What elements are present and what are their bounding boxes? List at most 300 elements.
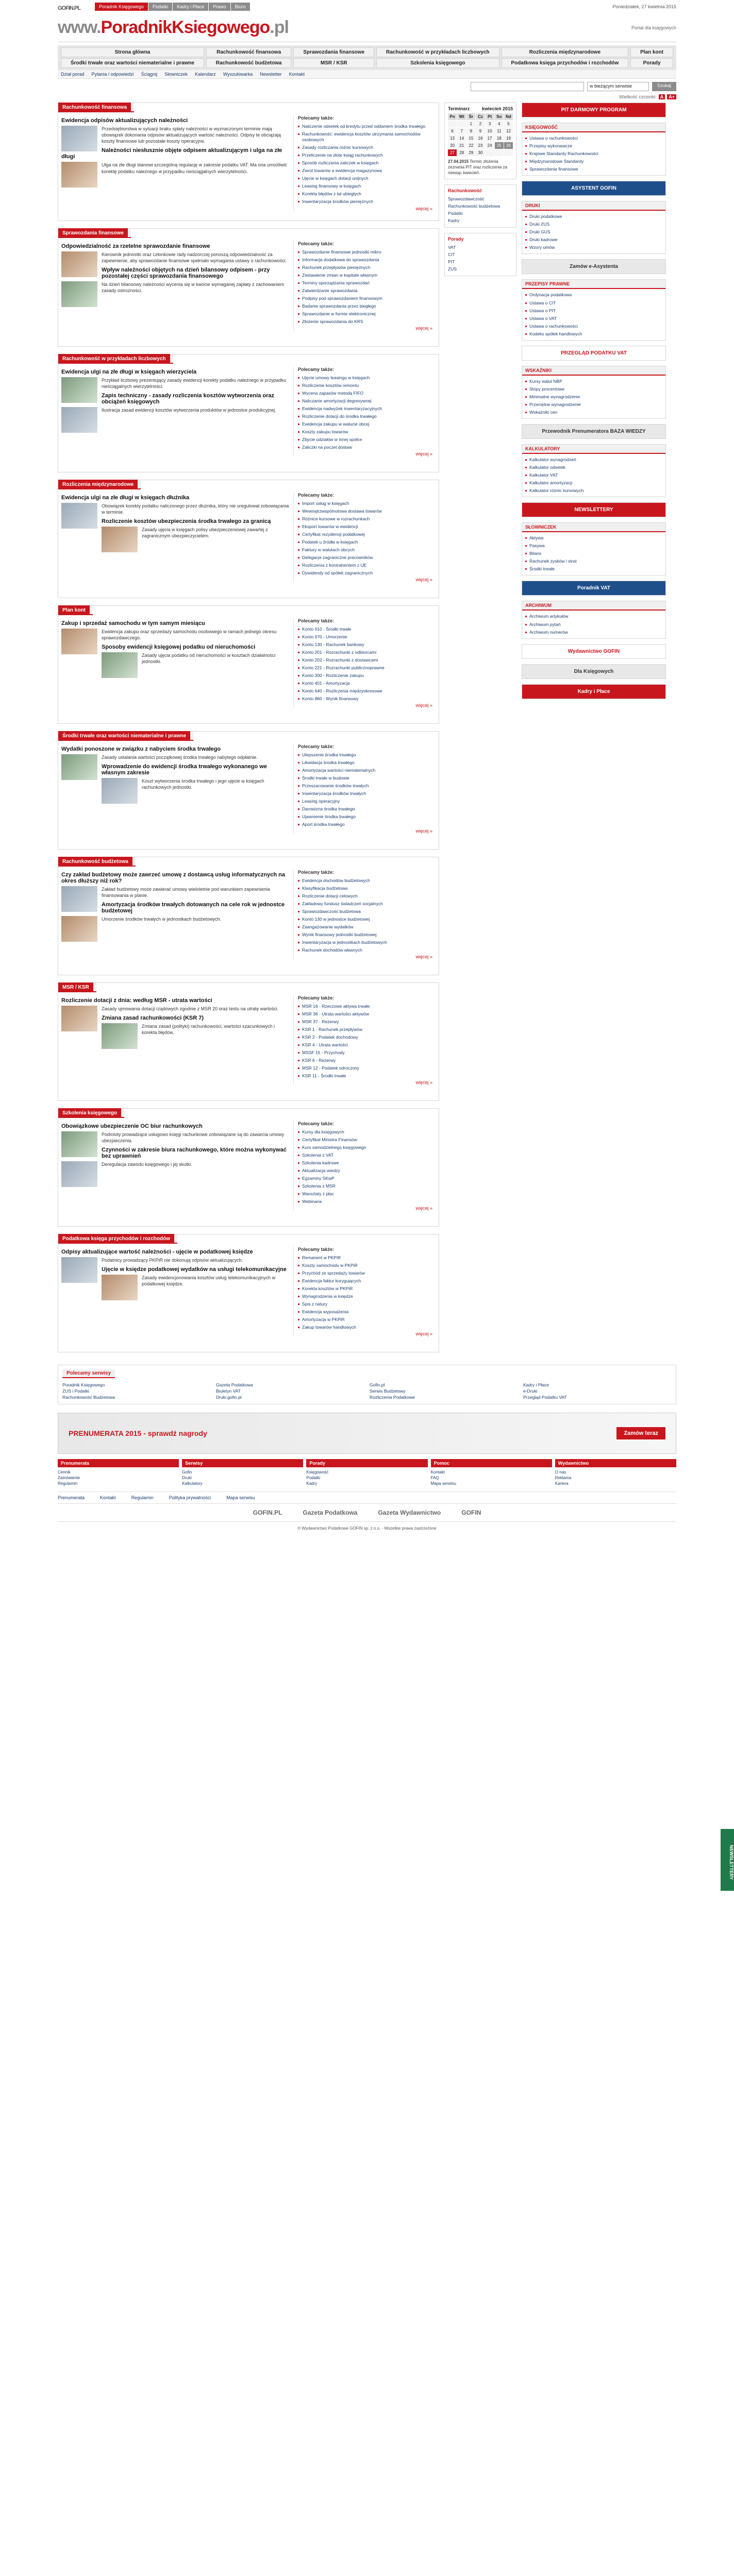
section-title[interactable]: MSR / KSR <box>58 982 93 992</box>
article-title[interactable]: Odpisy aktualizujące wartość należności - ujęcie w podatkowej księdze <box>61 1249 253 1255</box>
related-link[interactable]: Szkolenia kadrowe <box>298 1159 432 1167</box>
right-box-link[interactable]: Rachunek zysków i strat <box>525 557 662 565</box>
search-scope-select[interactable]: w bieżącym serwisie <box>587 82 649 91</box>
right-box-link[interactable]: Minimalne wynagrodzenie <box>525 393 662 401</box>
search-button[interactable]: Szukaj <box>652 82 676 91</box>
gofin-logo[interactable] <box>58 2 80 12</box>
article-title[interactable]: Zapis techniczny - zasady rozliczenia kosztów wytworzenia oraz obciążeń księgowych <box>102 393 274 405</box>
related-link[interactable]: Zatwierdzanie sprawozdania <box>298 287 432 295</box>
related-link[interactable]: Import usług w księgach <box>298 500 432 507</box>
related-link[interactable]: Webinaria <box>298 1198 432 1206</box>
side-newsletter-tab[interactable]: NEWSLETTERY <box>721 1829 734 1891</box>
footer-link[interactable]: Kariera <box>555 1481 569 1486</box>
article-thumbnail[interactable] <box>61 251 97 277</box>
related-link[interactable]: Ulepszenie środka trwałego <box>298 751 432 759</box>
section-title[interactable]: Rachunkowość finansowa <box>58 103 131 112</box>
right-box-link[interactable]: Kursy walut NBP <box>525 378 662 385</box>
article-thumbnail[interactable] <box>61 281 97 307</box>
right-box-link[interactable]: Kodeks spółek handlowych <box>525 330 662 338</box>
partner-logo[interactable]: GOFIN.PL <box>253 1509 282 1516</box>
more-link[interactable]: więcej » <box>415 828 432 834</box>
related-link[interactable]: Ujęcie w księgach dotacji unijnych <box>298 175 432 182</box>
related-link[interactable]: MSSF 15 - Przychody <box>298 1049 432 1057</box>
right-box-link[interactable]: Przeciętne wynagrodzenie <box>525 401 662 409</box>
main-nav-item[interactable]: Sprawozdania finansowe <box>293 47 374 57</box>
calendar-day[interactable]: 13 <box>448 135 457 142</box>
calendar-day[interactable]: 16 <box>476 135 485 142</box>
article-thumbnail[interactable] <box>102 778 138 804</box>
related-link[interactable]: Sposób rozliczania zaliczek w księgach <box>298 159 432 167</box>
related-link[interactable]: Rachunek przepływów pieniężnych <box>298 264 432 272</box>
related-link[interactable]: Koszty samochodu w PKPiR <box>298 1262 432 1269</box>
section-title[interactable]: Podatkowa księga przychodów i rozchodów <box>58 1234 174 1243</box>
calendar-day[interactable]: 2 <box>476 121 485 127</box>
article-thumbnail[interactable] <box>102 652 138 678</box>
right-box-link[interactable]: Środki trwałe <box>525 565 662 573</box>
top-nav-item[interactable]: Prawo <box>209 3 231 11</box>
related-link[interactable]: Konto 130 w jednostce budżetowej <box>298 916 432 923</box>
related-link[interactable]: Wynagrodzenia w księdze <box>298 1293 432 1300</box>
footer-row-link[interactable]: Prenumerata <box>58 1495 85 1500</box>
article-title[interactable]: Zmiana zasad rachunkowości (KSR 7) <box>102 1015 204 1022</box>
related-link[interactable]: Rozliczenie dotacji celowych <box>298 892 432 900</box>
footer-link[interactable]: Zamówienie <box>58 1476 80 1480</box>
ad-banner[interactable]: PIT DARMOWY PROGRAM <box>522 103 666 117</box>
right-box-link[interactable]: Kalkulator odsetek <box>525 464 662 471</box>
partner-logo[interactable]: Gazeta Podatkowa <box>303 1509 358 1516</box>
related-link[interactable]: Rachunek dochodów własnych <box>298 946 432 954</box>
footer-link[interactable]: Kadry <box>306 1481 318 1486</box>
calendar-day[interactable]: 7 <box>457 128 466 134</box>
article-title[interactable]: Ewidencja odpisów aktualizujących należności <box>61 117 188 124</box>
related-link[interactable]: Aktualizacja wiedzy <box>298 1167 432 1175</box>
partner-logo[interactable]: Gazeta Wydawnictwo <box>378 1509 441 1516</box>
article-thumbnail[interactable] <box>61 916 97 942</box>
main-nav-item[interactable]: Rozliczenia międzynarodowe <box>502 47 629 57</box>
related-link[interactable]: Konto 221 - Rozrachunki publicznoprawne <box>298 664 432 672</box>
more-link[interactable]: więcej » <box>415 1331 432 1337</box>
related-link[interactable]: Ujawnienie środka trwałego <box>298 813 432 821</box>
article-title[interactable]: Ujęcie w księdze podatkowej wydatków na usługi telekomunikacyjne <box>102 1266 287 1273</box>
calendar-day[interactable]: 14 <box>457 135 466 142</box>
right-box-link[interactable]: Ordynacja podatkowa <box>525 291 662 299</box>
related-link[interactable]: Dywidendy od spółek zagranicznych <box>298 569 432 577</box>
directory-link[interactable]: Biuletyn VAT <box>216 1388 241 1394</box>
related-link[interactable]: KSR 2 - Podatek dochodowy <box>298 1033 432 1041</box>
section-title[interactable]: Szkolenia księgowego <box>58 1108 121 1117</box>
related-link[interactable]: Konto 860 - Wynik finansowy <box>298 695 432 703</box>
related-link[interactable]: Konto 640 - Rozliczenia międzyokresowe <box>298 687 432 695</box>
calendar-day[interactable]: 23 <box>476 142 485 149</box>
related-link[interactable]: Klasyfikacja budżetowa <box>298 885 432 892</box>
related-link[interactable]: Zaliczki na poczet dostaw <box>298 444 432 451</box>
article-title[interactable]: Czy zakład budżetowy może zawrzeć umowę z dostawcą usług informatycznych na okres dłuższy niż rok? <box>61 872 285 884</box>
related-link[interactable]: Zasady rozliczania różnic kursowych <box>298 144 432 151</box>
right-box-link[interactable]: Wzory umów <box>525 244 662 251</box>
related-link[interactable]: Korekta kosztów w PKPiR <box>298 1285 432 1293</box>
related-link[interactable]: Likwidacja środka trwałego <box>298 759 432 767</box>
article-thumbnail[interactable] <box>61 629 97 654</box>
related-link[interactable]: Konto 201 - Rozrachunki z odbiorcami <box>298 649 432 656</box>
footer-link[interactable]: Regulamin <box>58 1481 78 1486</box>
main-nav-item[interactable]: MSR / KSR <box>293 58 374 68</box>
right-box-link[interactable]: Aktywa <box>525 534 662 542</box>
related-link[interactable]: MSR 16 - Rzeczowe aktywa trwałe <box>298 1003 432 1010</box>
related-link[interactable]: Sprawozdanie finansowe jednostki mikro <box>298 248 432 256</box>
related-link[interactable]: Wynik finansowy jednostki budżetowej <box>298 931 432 939</box>
site-title[interactable] <box>58 18 289 38</box>
article-thumbnail[interactable] <box>61 1006 97 1031</box>
related-link[interactable]: Faktury w walutach obcych <box>298 546 432 554</box>
related-link[interactable]: Ewidencja wyposażenia <box>298 1308 432 1316</box>
related-link[interactable]: Korekta błędów z lat ubiegłych <box>298 190 432 198</box>
right-box-link[interactable]: Ustawa o rachunkowości <box>525 323 662 330</box>
article-title[interactable]: Ewidencja ulgi na złe długi w księgach dłużnika <box>61 495 190 501</box>
main-nav-item[interactable]: Środki trwałe oraz wartości niematerialne i prawne <box>61 58 204 68</box>
more-link[interactable]: więcej » <box>415 954 432 960</box>
related-link[interactable]: Zaangażowanie wydatków <box>298 923 432 931</box>
calendar-day[interactable]: 8 <box>466 128 475 134</box>
right-box-link[interactable]: Ustawa o rachunkowości <box>525 134 662 142</box>
footer-link[interactable]: Księgowość <box>306 1470 329 1475</box>
footer-link[interactable]: Podatki <box>306 1476 321 1480</box>
article-title[interactable]: Rozliczenie kosztów ubezpieczenia środka trwałego za granicą <box>102 518 271 525</box>
side-box-link[interactable]: Sprawozdawczość <box>448 196 485 202</box>
main-nav-item[interactable]: Strona główna <box>61 47 204 57</box>
related-link[interactable]: Eksport towarów w ewidencji <box>298 523 432 531</box>
related-link[interactable]: Konto 300 - Rozliczenie zakupu <box>298 672 432 680</box>
right-box-link[interactable]: Stopy procentowe <box>525 385 662 393</box>
footer-link[interactable]: Kontakt <box>430 1470 445 1475</box>
related-link[interactable]: KSR 6 - Rezerwy <box>298 1057 432 1064</box>
article-thumbnail[interactable] <box>61 1161 97 1187</box>
directory-link[interactable]: Rachunkowość Budżetowa <box>62 1395 115 1400</box>
right-box-link[interactable]: Druki GUS <box>525 228 662 236</box>
related-link[interactable]: Aport środka trwałego <box>298 821 432 828</box>
related-link[interactable]: Szkolenia z MSR <box>298 1182 432 1190</box>
more-link[interactable]: więcej » <box>415 451 432 457</box>
right-box-link[interactable]: Kalkulator VAT <box>525 471 662 479</box>
more-link[interactable]: więcej » <box>415 577 432 583</box>
related-link[interactable]: Podatek u źródła w księgach <box>298 538 432 546</box>
section-title[interactable]: Sprawozdania finansowe <box>58 228 128 238</box>
related-link[interactable]: Badanie sprawozdania przez biegłego <box>298 302 432 310</box>
calendar-day[interactable]: 30 <box>476 149 485 156</box>
sub-nav-item[interactable]: Newsletter <box>260 72 282 77</box>
footer-link[interactable]: Druki <box>182 1476 192 1480</box>
calendar-day[interactable]: 22 <box>466 142 475 149</box>
related-link[interactable]: KSR 11 - Środki trwałe <box>298 1072 432 1080</box>
calendar-day[interactable]: 9 <box>476 128 485 134</box>
related-link[interactable]: Wycena zapasów metodą FIFO <box>298 389 432 397</box>
related-link[interactable]: Sprawozdawczość budżetowa <box>298 908 432 916</box>
calendar-day[interactable]: 6 <box>448 128 457 134</box>
related-link[interactable]: Rachunkowość: ewidencja kosztów utrzymania samochodów osobowych <box>298 130 432 144</box>
right-box-link[interactable]: Pasywa <box>525 542 662 550</box>
calendar-day[interactable]: 15 <box>466 135 475 142</box>
right-box-link[interactable]: Ustawa o PIT <box>525 307 662 315</box>
article-thumbnail[interactable] <box>61 126 97 151</box>
right-box-link[interactable]: Kalkulator wynagrodzeń <box>525 456 662 464</box>
right-box-link[interactable]: Druki ZUS <box>525 221 662 228</box>
calendar-day[interactable]: 12 <box>504 128 513 134</box>
related-link[interactable]: Ewidencja dochodów budżetowych <box>298 877 432 885</box>
font-size-large[interactable]: A+ <box>667 94 676 99</box>
related-link[interactable]: Zakup towarów handlowych <box>298 1324 432 1331</box>
sub-nav-item[interactable]: Dział porad <box>61 72 85 77</box>
related-link[interactable]: Leasing operacyjny <box>298 798 432 805</box>
related-link[interactable]: Inwentaryzacja w jednostkach budżetowych <box>298 939 432 946</box>
article-title[interactable]: Ewidencja ulgi na złe długi w księgach wierzyciela <box>61 369 197 375</box>
directory-link[interactable]: Serwis Budżetowy <box>370 1388 406 1394</box>
footer-link[interactable]: Reklama <box>555 1476 572 1480</box>
ad-banner[interactable]: Dla Księgowych <box>522 664 666 679</box>
related-link[interactable]: Konto 202 - Rozrachunki z dostawcami <box>298 656 432 664</box>
sub-nav-item[interactable]: Kalendarz <box>195 72 216 77</box>
sub-nav-item[interactable]: Ściągnij <box>141 72 158 77</box>
side-box-link[interactable]: Podatki <box>448 211 463 216</box>
footer-link[interactable]: Mapa serwisu <box>430 1481 456 1486</box>
related-link[interactable]: Kurs samodzielnego księgowego <box>298 1144 432 1151</box>
top-nav-item[interactable]: Kadry i Płace <box>173 3 209 11</box>
related-link[interactable]: Przeliczenie na złote ksiąg rachunkowych <box>298 151 432 159</box>
article-thumbnail[interactable] <box>102 1275 138 1300</box>
article-title[interactable]: Rozliczenie dotacji z dnia: według MSR - utrata wartości <box>61 997 212 1004</box>
related-link[interactable]: Przeszacowanie środków trwałych <box>298 782 432 790</box>
related-link[interactable]: MSR 12 - Podatek odroczony <box>298 1064 432 1072</box>
directory-link[interactable]: Gazeta Podatkowa <box>216 1382 253 1387</box>
article-thumbnail[interactable] <box>61 162 97 188</box>
main-nav-item[interactable]: Porady <box>630 58 673 68</box>
ad-banner[interactable]: NEWSLETTERY <box>522 502 666 517</box>
directory-link[interactable]: Rozliczenia Podatkowe <box>370 1395 415 1400</box>
ad-banner[interactable]: ASYSTENT GOFIN <box>522 181 666 196</box>
article-thumbnail[interactable] <box>61 407 97 433</box>
footer-link[interactable]: O nas <box>555 1470 566 1475</box>
ad-banner[interactable]: Wydawnictwo GOFIN <box>522 644 666 659</box>
related-link[interactable]: Zbycie udziałów w innej spółce <box>298 436 432 444</box>
related-link[interactable]: Ujęcie umowy leasingu w księgach <box>298 374 432 382</box>
more-link[interactable]: więcej » <box>415 1080 432 1086</box>
calendar-day[interactable]: 4 <box>495 121 504 127</box>
directory-link[interactable]: Druki.gofin.pl <box>216 1395 242 1400</box>
related-link[interactable]: Delegacje zagraniczne pracowników <box>298 554 432 562</box>
related-link[interactable]: Remanent w PKPiR <box>298 1254 432 1262</box>
top-nav-item[interactable]: Podatki <box>148 3 173 11</box>
related-link[interactable]: Różnice kursowe w rozrachunkach <box>298 515 432 523</box>
right-box-link[interactable]: Ustawa o VAT <box>525 315 662 323</box>
calendar-day[interactable]: 24 <box>486 142 494 149</box>
section-title[interactable]: Środki trwałe oraz wartości niematerialne i prawne <box>58 731 190 740</box>
related-link[interactable]: Zwrot towarów a ewidencja magazynowa <box>298 167 432 175</box>
article-thumbnail[interactable] <box>102 1023 138 1049</box>
article-thumbnail[interactable] <box>61 503 97 529</box>
article-thumbnail[interactable] <box>61 1131 97 1157</box>
side-box-link[interactable]: Kadry <box>448 218 460 224</box>
calendar-day[interactable]: 11 <box>495 128 504 134</box>
side-box-link[interactable]: CIT <box>448 252 455 258</box>
right-box-link[interactable]: Archiwum pytań <box>525 621 662 629</box>
more-link[interactable]: więcej » <box>415 1206 432 1211</box>
right-box-link[interactable]: Wskaźniki cen <box>525 409 662 416</box>
article-thumbnail[interactable] <box>61 886 97 912</box>
article-thumbnail[interactable] <box>61 377 97 403</box>
promo-banner[interactable] <box>58 1413 676 1454</box>
calendar-day[interactable]: 20 <box>448 142 457 149</box>
top-nav-item[interactable]: Poradnik Księgowego <box>95 3 148 11</box>
right-box-link[interactable]: Bilans <box>525 550 662 557</box>
section-title[interactable]: Plan kont <box>58 605 90 615</box>
related-link[interactable]: Amortyzacja wartości niematerialnych <box>298 767 432 774</box>
ad-banner[interactable]: Zamów e-Asystenta <box>522 259 666 274</box>
right-box-link[interactable]: Druki podatkowe <box>525 213 662 221</box>
ad-banner[interactable]: Przewodnik Prenumeratora BAZA WIEDZY <box>522 424 666 439</box>
related-link[interactable]: Terminy sporządzania sprawozdań <box>298 279 432 287</box>
promo-button[interactable]: Zamów teraz <box>616 1427 665 1439</box>
right-box-link[interactable]: Archiwum artykułów <box>525 613 662 620</box>
right-box-link[interactable]: Przepisy wykonawcze <box>525 142 662 150</box>
right-box-link[interactable]: Kalkulator amortyzacji <box>525 479 662 487</box>
directory-link[interactable]: Gofin.pl <box>370 1382 385 1387</box>
more-link[interactable]: więcej » <box>415 326 432 331</box>
directory-link[interactable]: Poradnik Księgowego <box>62 1382 105 1387</box>
top-nav-item[interactable]: Biuro <box>231 3 251 11</box>
related-link[interactable]: Certyfikat Ministra Finansów <box>298 1136 432 1144</box>
search-input[interactable] <box>471 82 584 91</box>
calendar-day[interactable]: 3 <box>486 121 494 127</box>
article-title[interactable]: Wprowadzenie do ewidencji środka trwałego wykonanego we własnym zakresie <box>102 764 267 776</box>
footer-link[interactable]: Cennik <box>58 1470 71 1475</box>
article-thumbnail[interactable] <box>61 1257 97 1283</box>
related-link[interactable]: MSR 37 - Rezerwy <box>298 1018 432 1026</box>
directory-link[interactable]: Przegląd Podatku VAT <box>523 1395 567 1400</box>
related-link[interactable]: Informacja dodatkowa do sprawozdania <box>298 256 432 264</box>
calendar-day[interactable]: 18 <box>495 135 504 142</box>
article-title[interactable]: Czynności w zakresie biura rachunkowego, które można wykonywać bez uprawnień <box>102 1147 287 1160</box>
main-nav-item[interactable]: Rachunkowość budżetowa <box>206 58 292 68</box>
side-box-link[interactable]: VAT <box>448 245 456 250</box>
sub-nav-item[interactable]: Pytania i odpowiedzi <box>91 72 134 77</box>
related-link[interactable]: Ewidencja zakupu w walucie obcej <box>298 420 432 428</box>
article-title[interactable]: Wpływ należności objętych na dzień bilansowy odpisem - przy pozostałej części sprawozdania finansowego <box>102 267 270 280</box>
article-title[interactable]: Sposoby ewidencji księgowej podatku od nieruchomości <box>102 644 256 651</box>
related-link[interactable]: Zakładowy fundusz świadczeń socjalnych <box>298 900 432 908</box>
related-link[interactable]: Kursy dla księgowych <box>298 1128 432 1136</box>
calendar-day[interactable]: 10 <box>486 128 494 134</box>
footer-link[interactable]: Kalkulatory <box>182 1481 203 1486</box>
related-link[interactable]: Złożenie sprawozdania do KRS <box>298 318 432 326</box>
related-link[interactable]: Konto 401 - Amortyzacja <box>298 680 432 687</box>
right-box-link[interactable]: Druki kadrowe <box>525 236 662 244</box>
article-thumbnail[interactable] <box>102 527 138 552</box>
article-title[interactable]: Obowiązkowe ubezpieczenie OC biur rachunkowych <box>61 1123 203 1129</box>
side-box-link[interactable]: PIT <box>448 259 455 265</box>
related-link[interactable]: Naliczenie odsetek od kredytu przed oddaniem środka trwałego <box>298 123 432 130</box>
related-link[interactable]: Inwentaryzacja środków pieniężnych <box>298 198 432 206</box>
related-link[interactable]: Konto 010 - Środki trwałe <box>298 625 432 633</box>
related-link[interactable]: Przychód ze sprzedaży towarów <box>298 1269 432 1277</box>
related-link[interactable]: Rozliczenie kosztów remontu <box>298 382 432 389</box>
section-title[interactable]: Rachunkowość w przykładach liczbowych <box>58 354 170 363</box>
footer-row-link[interactable]: Kontakt <box>100 1495 116 1500</box>
ad-banner[interactable]: Poradnik VAT <box>522 581 666 596</box>
side-box-link[interactable]: ZUS <box>448 266 457 272</box>
main-nav-item[interactable]: Rachunkowość w przykładach liczbowych <box>376 47 499 57</box>
sub-nav-item[interactable]: Słowniczek <box>164 72 188 77</box>
related-link[interactable]: Ewidencja faktur korygujących <box>298 1277 432 1285</box>
right-box-link[interactable]: Ustawa o CIT <box>525 299 662 307</box>
article-title[interactable]: Odpowiedzialność za rzetelne sprawozdanie finansowe <box>61 243 210 249</box>
related-link[interactable]: Naliczanie amortyzacji degresywnej <box>298 397 432 405</box>
section-title[interactable]: Rachunkowość budżetowa <box>58 857 132 866</box>
related-link[interactable]: MSR 36 - Utrata wartości aktywów <box>298 1010 432 1018</box>
right-box-link[interactable]: Sprawozdania finansowe <box>525 165 662 173</box>
directory-link[interactable]: e-Druki <box>523 1388 538 1394</box>
related-link[interactable]: Konto 130 - Rachunek bankowy <box>298 641 432 649</box>
right-box-link[interactable]: Międzynarodowe Standardy <box>525 158 662 165</box>
related-link[interactable]: Rozliczenie dotacji do środka trwałego <box>298 413 432 420</box>
article-title[interactable]: Amortyzacja środków trwałych dotowanych na cele rok w jednostce budżetowej <box>102 902 285 914</box>
calendar-day[interactable]: 1 <box>466 121 475 127</box>
main-nav-item[interactable]: Podatkowa księga przychodów i rozchodów <box>502 58 629 68</box>
article-title[interactable]: Należności niesłusznie objęte odpisem aktualizującym i ulga na złe długi <box>61 147 282 160</box>
related-link[interactable]: Wewnątrzwspólnotowa dostawa towarów <box>298 507 432 515</box>
footer-row-link[interactable]: Polityka prywatności <box>169 1495 211 1500</box>
related-link[interactable]: Egzaminy SKwP <box>298 1175 432 1182</box>
main-nav-item[interactable]: Szkolenia księgowego <box>376 58 499 68</box>
ad-banner[interactable]: Kadry i Płace <box>522 684 666 699</box>
footer-link[interactable]: Gofin <box>182 1470 192 1475</box>
article-title[interactable]: Zakup i sprzedaż samochodu w tym samym miesiącu <box>61 620 205 626</box>
section-title[interactable]: Rozliczenia międzynarodowe <box>58 480 138 489</box>
sub-nav-item[interactable]: Kontakt <box>289 72 305 77</box>
calendar-day[interactable]: 21 <box>457 142 466 149</box>
calendar-day[interactable]: 26 <box>504 142 513 149</box>
ad-banner[interactable]: PRZEGLĄD PODATKU VAT <box>522 346 666 361</box>
main-nav-item[interactable]: Rachunkowość finansowa <box>206 47 292 57</box>
related-link[interactable]: Zestawienie zmian w kapitale własnym <box>298 272 432 279</box>
right-box-link[interactable]: Kalkulator różnic kursowych <box>525 487 662 495</box>
related-link[interactable]: KSR 1 - Rachunek przepływów <box>298 1026 432 1033</box>
related-link[interactable]: Rozliczenia z kontrahentem z UE <box>298 562 432 569</box>
related-link[interactable]: Spis z natury <box>298 1300 432 1308</box>
related-link[interactable]: Certyfikat rezydencji podatkowej <box>298 531 432 538</box>
related-link[interactable]: Amortyzacja w PKPiR <box>298 1316 432 1324</box>
related-link[interactable]: Środki trwałe w budowie <box>298 774 432 782</box>
directory-link[interactable]: ZUS i Podatki <box>62 1388 89 1394</box>
footer-link[interactable]: FAQ <box>430 1476 439 1480</box>
more-link[interactable]: więcej » <box>415 206 432 211</box>
footer-row-link[interactable]: Mapa serwisu <box>226 1495 255 1500</box>
related-link[interactable]: Szkolenia z VAT <box>298 1151 432 1159</box>
right-box-link[interactable]: Krajowe Standardy Rachunkowości <box>525 150 662 158</box>
article-title[interactable]: Wydatki ponoszone w związku z nabyciem środka trwałego <box>61 746 221 752</box>
calendar-day[interactable]: 19 <box>504 135 513 142</box>
sub-nav-item[interactable]: Wyszukiwarka <box>223 72 253 77</box>
related-link[interactable]: Koszty zakupu towarów <box>298 428 432 436</box>
related-link[interactable]: Sprawozdanie w formie elektronicznej <box>298 310 432 318</box>
directory-link[interactable]: Kadry i Płace <box>523 1382 549 1387</box>
related-link[interactable]: Podpisy pod sprawozdaniem finansowym <box>298 295 432 302</box>
related-link[interactable]: Darowizna środka trwałego <box>298 805 432 813</box>
article-thumbnail[interactable] <box>61 754 97 780</box>
side-box-link[interactable]: Rachunkowość budżetowa <box>448 204 501 209</box>
more-link[interactable]: więcej » <box>415 703 432 708</box>
related-link[interactable]: Warsztaty z płac <box>298 1190 432 1198</box>
related-link[interactable]: KSR 4 - Utrata wartości <box>298 1041 432 1049</box>
related-link[interactable]: Inwentaryzacja środków trwałych <box>298 790 432 798</box>
related-link[interactable]: Leasing finansowy w księgach <box>298 182 432 190</box>
